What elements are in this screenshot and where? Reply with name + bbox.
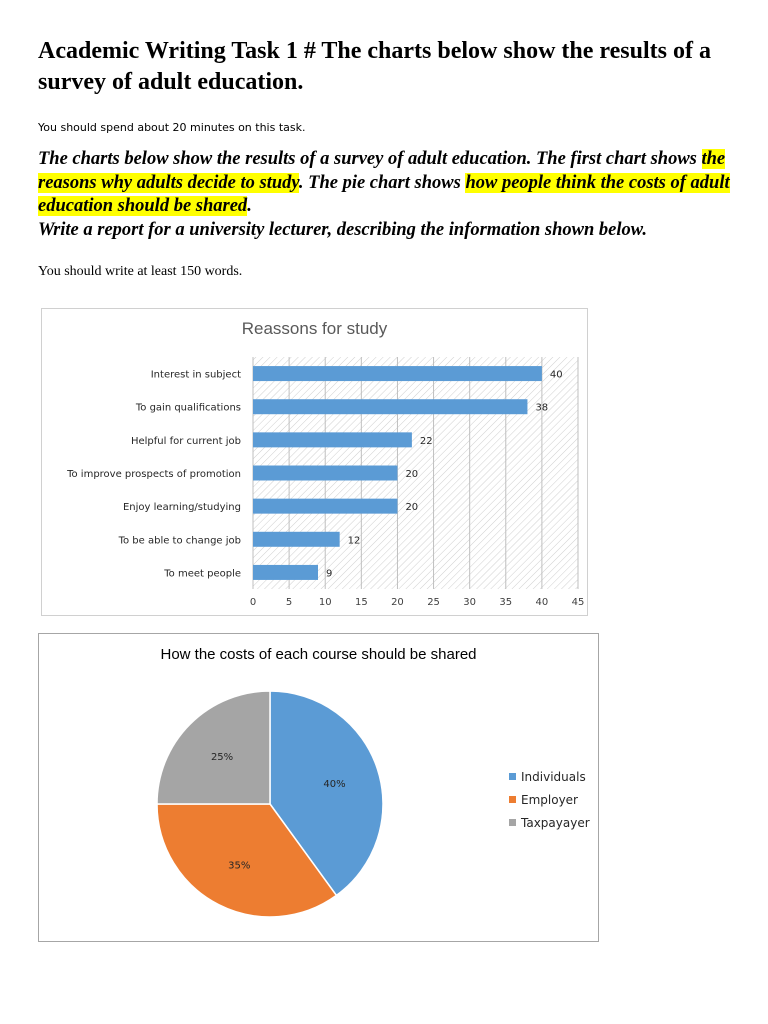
reasons-bar-chart (41, 308, 588, 616)
bar-chart-title: Reassons for study (241, 319, 388, 338)
x-tick-label: 40 (535, 597, 549, 608)
pie-chart-svg (39, 634, 598, 941)
x-tick-label: 15 (354, 597, 368, 608)
x-tick-label: 20 (391, 597, 404, 608)
slice-label: 40% (323, 779, 346, 791)
legend-label: Taxpayayer (521, 816, 590, 830)
bar-to-be-able-to-change-job (253, 532, 340, 547)
word-count-instruction: You should write at least 150 words. (38, 264, 243, 279)
bar-enjoy-learning-studying (253, 499, 397, 514)
prompt-highlight-costs: how people think the costs of adult education should be shared (38, 172, 730, 216)
time-instruction: You should spend about 20 minutes on this task. (38, 121, 306, 134)
bar-to-meet-people (253, 565, 318, 580)
legend-swatch (509, 796, 516, 803)
data-label: 9 (326, 568, 333, 580)
legend-swatch (509, 773, 516, 780)
prompt-text-3: . (247, 196, 252, 216)
slice-label: 25% (210, 752, 234, 764)
category-label: Interest in subject (150, 369, 241, 381)
category-label: To improve prospects of promotion (67, 469, 241, 480)
data-label: 38 (535, 402, 549, 414)
task-prompt (38, 148, 738, 242)
pie-chart-title: How the costs of each course should be shared (160, 646, 477, 663)
data-label: 12 (347, 535, 361, 547)
legend-label: Individuals (521, 770, 586, 784)
data-label: 20 (405, 469, 419, 480)
category-label: To gain qualifications (135, 402, 241, 414)
prompt-text-2: . The pie chart shows (298, 172, 466, 193)
x-tick-label: 35 (499, 597, 513, 608)
bar-chart-svg (42, 309, 587, 615)
category-label: Helpful for current job (130, 435, 241, 447)
legend-label: Employer (521, 793, 578, 807)
x-tick-label: 25 (427, 597, 440, 608)
x-tick-label: 30 (463, 597, 477, 608)
category-label: To meet people (164, 568, 241, 580)
category-label: Enjoy learning/studying (122, 502, 241, 514)
costs-pie-chart (38, 633, 599, 942)
data-label: 20 (405, 502, 419, 514)
legend-swatch (509, 819, 516, 826)
data-label: 22 (419, 435, 433, 447)
prompt-highlight-reasons: the reasons why adults decide to study (38, 149, 726, 193)
prompt-report-instruction: Write a report for a university lecturer, describing the information shown below. (38, 219, 648, 240)
data-label: 40 (549, 369, 563, 381)
x-tick-label: 45 (571, 597, 585, 608)
prompt-text-1: The charts below show the results of a survey of adult education. The first chart shows (38, 149, 702, 169)
bar-to-improve-prospects-of-promotion (253, 466, 397, 481)
task-title: Academic Writing Task 1 # The charts below show the results of a survey of adult education. (38, 38, 711, 95)
bar-helpful-for-current-job (253, 432, 412, 447)
x-tick-label: 10 (318, 597, 332, 608)
category-label: To be able to change job (118, 535, 241, 547)
slice-label: 35% (228, 860, 251, 872)
slice-taxpayayer (157, 691, 270, 804)
x-tick-label: 0 (249, 597, 257, 608)
bar-interest-in-subject (253, 366, 542, 381)
x-tick-label: 5 (285, 597, 293, 608)
bar-to-gain-qualifications (253, 399, 527, 414)
